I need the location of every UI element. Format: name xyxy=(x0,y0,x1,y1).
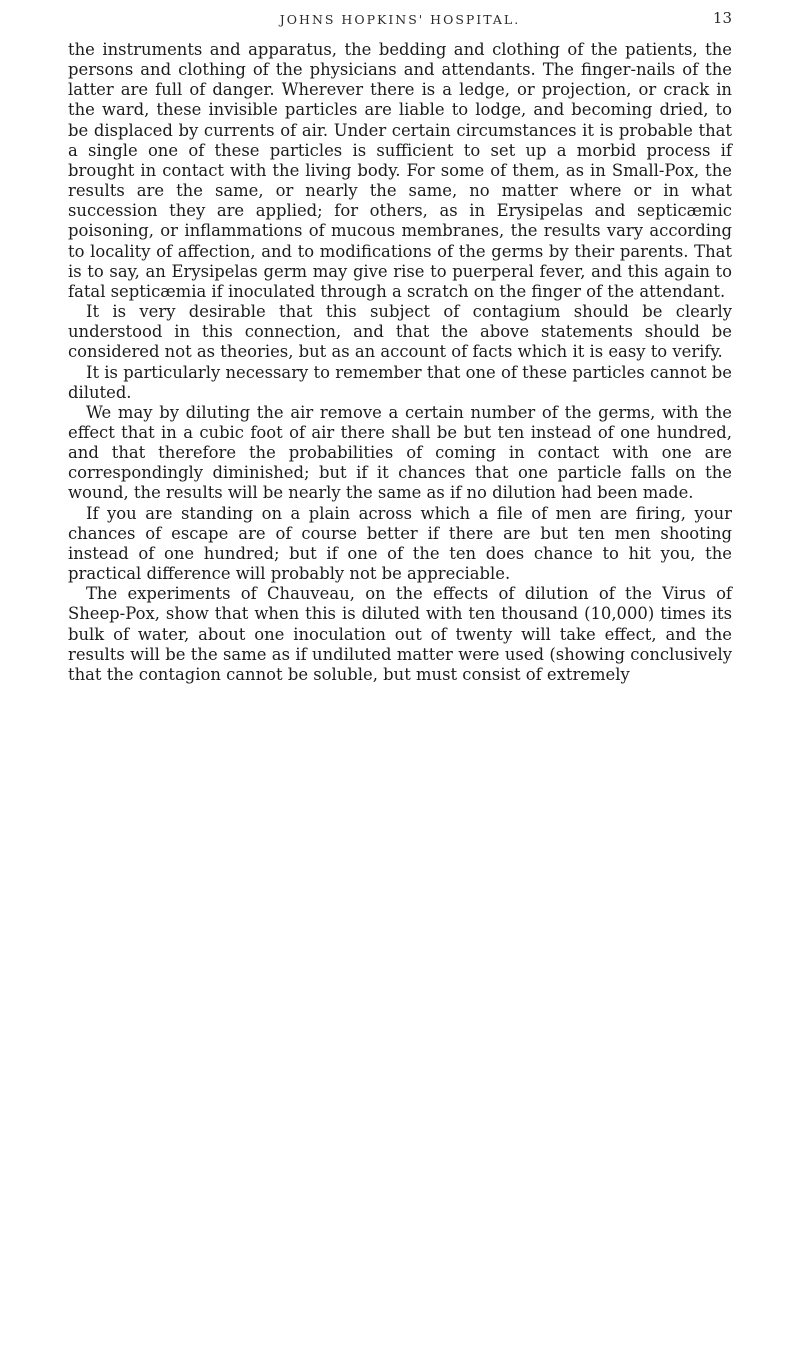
running-title: JOHNS HOPKINS' HOSPITAL. xyxy=(279,12,521,27)
paragraph-continued: the instruments and apparatus, the bedding and clothing of the patients, the persons and clothing of the physicians and attendants. The finger-nails of the latter are full of danger. Wherever there is a ledge, or projection, or crack in the ward, these invisible particles are liable to lodge, and becoming dried, to be displaced by currents of air. Under certain circumstances it is probable that a single one of these particles is sufficient to set up a morbid process if brought in contact with the living body. For some of them, as in Small-Pox, the results are the same, or nearly the same, no matter where or in what succession they are applied; for others, as in Erysipelas and septicæmic poisoning, or inflammations of mucous membranes, the results vary according to locality of affection, and to modifications of the germs by their parents. That is to say, an Erysipelas germ may give rise to puerperal fever, and this again to fatal septicæmia if inoculated through a scratch on the finger of the attendant. xyxy=(68,40,732,301)
page-number: 13 xyxy=(712,9,732,27)
paragraph: The experiments of Chauveau, on the effects of dilution of the Virus of Sheep-Pox, show that when this is diluted with ten thousand (10,000) times its bulk of water, about one inoculation out of twenty will take effect, and the results will be the same as if undiluted matter were used (showing conclusively that the contagion cannot be soluble, but must consist of extremely xyxy=(68,584,732,684)
paragraph: It is particularly necessary to remember that one of these particles cannot be diluted. xyxy=(68,362,732,402)
paragraph: It is very desirable that this subject of contagium should be clearly understood in this connection, and that the above statements should be considered not as theories, but as an account of facts which it is easy to verify. xyxy=(68,302,732,362)
paragraph: We may by diluting the air remove a certain number of the germs, with the effect that in a cubic foot of air there shall be but ten instead of one hundred, and that therefore the probabilities of coming in contact with one are correspondingly diminished; but if it chances that one particle falls on the wound, the results will be nearly the same as if no dilution had been made. xyxy=(68,402,732,503)
paragraph: If you are standing on a plain across which a file of men are firing, your chances of escape are of course better if there are but ten men shooting instead of one hundred; but if one of the ten does chance to hit you, the practical difference will probably not be appreciable. xyxy=(68,503,732,584)
running-head xyxy=(68,0,732,40)
body-text xyxy=(68,40,732,685)
